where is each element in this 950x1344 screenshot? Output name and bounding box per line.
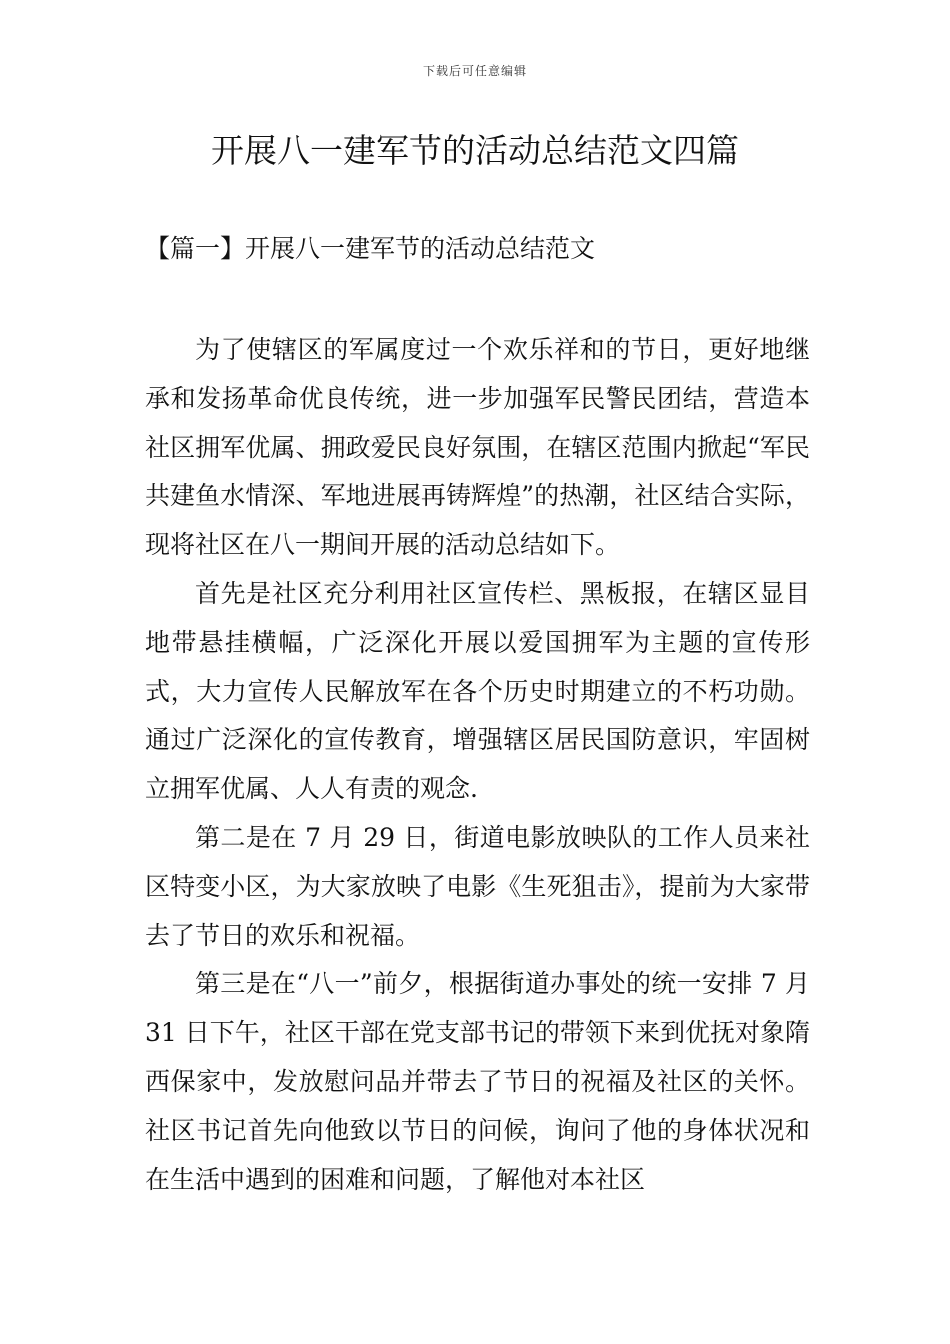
document-title: 开展八一建军节的活动总结范文四篇 bbox=[211, 131, 739, 170]
paragraph-intro: 为了使辖区的军属度过一个欢乐祥和的节日，更好地继承和发扬革命优良传统，进一步加强军民警民团结，营造本社区拥军优属、拥政爱民良好氛围，在辖区范围内掀起“军民共建鱼水情深、军地进展再铸辉煌”的热潮，社区结合实际，现将社区在八一期间开展的活动总结如下。 bbox=[145, 335, 810, 560]
paragraph-first: 首先是社区充分利用社区宣传栏、黑板报，在辖区显目地带悬挂横幅，广泛深化开展以爱国拥军为主题的宣传形式，大力宣传人民解放军在各个历史时期建立的不朽功勋。通过广泛深化的宣传教育，增强辖区居民国防意识，牢固树立拥军优属、人人有责的观念. bbox=[145, 578, 810, 804]
paragraph-second: 第二是在 7 月 29 日，街道电影放映队的工作人员来社区特变小区，为大家放映了电影《生死狙击》，提前为大家带去了节日的欢乐和祝福。 bbox=[145, 822, 810, 950]
paragraph-third: 第三是在“八一”前夕，根据街道办事处的统一安排 7 月 31 日下午，社区干部在党支部书记的带领下来到优抚对象隋西保家中，发放慰问品并带去了节日的祝福及社区的关怀。社区书记首先向他致以节日的问候，询问了他的身体状况和在生活中遇到的困难和问题，了解他对本社区 bbox=[145, 969, 810, 1194]
body-text bbox=[145, 326, 810, 1204]
section-heading: 【篇一】开展八一建军节的活动总结范文 bbox=[145, 234, 596, 263]
header-note: 下载后可任意编辑 bbox=[422, 64, 527, 78]
